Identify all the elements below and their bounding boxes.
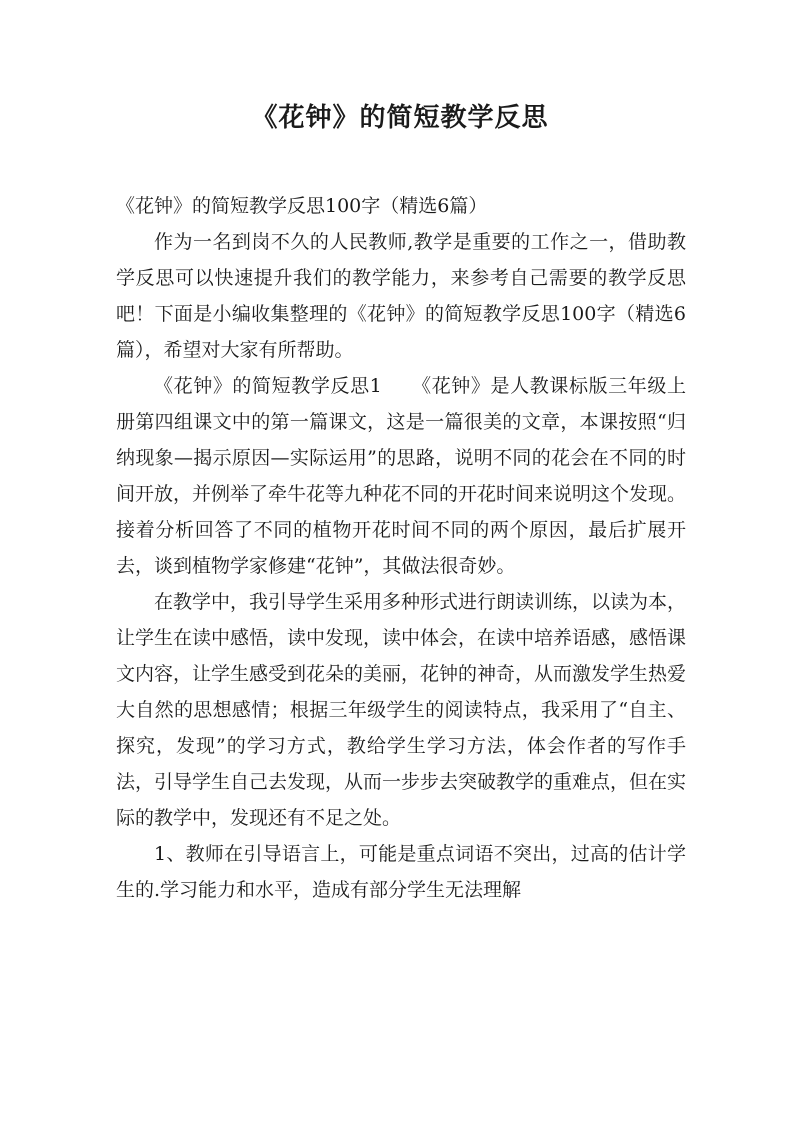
paragraph-teaching: 在教学中，我引导学生采用多种形式进行朗读训练，以读为本，让学生在读中感悟，读中发现，读中体会，在读中培养语感，感悟课文内容，让学生感受到花朵的美丽，花钟的神奇，从而激发学生热爱大自然的思想感情；根据三年级学生的阅读特点，我采用了“自主、探究，发现”的学习方式，教给学生学习方法，体会作者的写作手法，引导学生自己去发现，从而一步步去突破教学的重难点，但在实际的教学中，发现还有不足之处。 <box>116 591 687 829</box>
document-subtitle: 《花钟》的简短教学反思100字（精选6篇） <box>116 195 488 217</box>
paragraph-reflection-1: 《花钟》的简短教学反思1 《花钟》是人教课标版三年级上册第四组课文中的第一篇课文，这是一篇很美的文章，本课按照“归纳现象—揭示原因—实际运用”的思路，说明不同的花会在不同的时间开放，并例举了牵牛花等九种花不同的开花时间来说明这个发现。接着分析回答了不同的植物开花时间不同的两个原因，最后扩展开去，谈到植物学家修建“花钟”，其做法很奇妙。 <box>116 375 687 577</box>
paragraph-point-1: 1、教师在引导语言上，可能是重点词语不突出，过高的估计学生的.学习能力和水平，造成有部分学生无法理解 <box>116 843 686 901</box>
document-title: 《花钟》的简短教学反思 <box>251 103 549 133</box>
document-body <box>116 188 686 908</box>
paragraph-intro: 作为一名到岗不久的人民教师,教学是重要的工作之一，借助教学反思可以快速提升我们的教学能力，来参考自己需要的教学反思吧！下面是小编收集整理的《花钟》的简短教学反思100字（精选6篇），希望对大家有所帮助。 <box>116 231 686 361</box>
